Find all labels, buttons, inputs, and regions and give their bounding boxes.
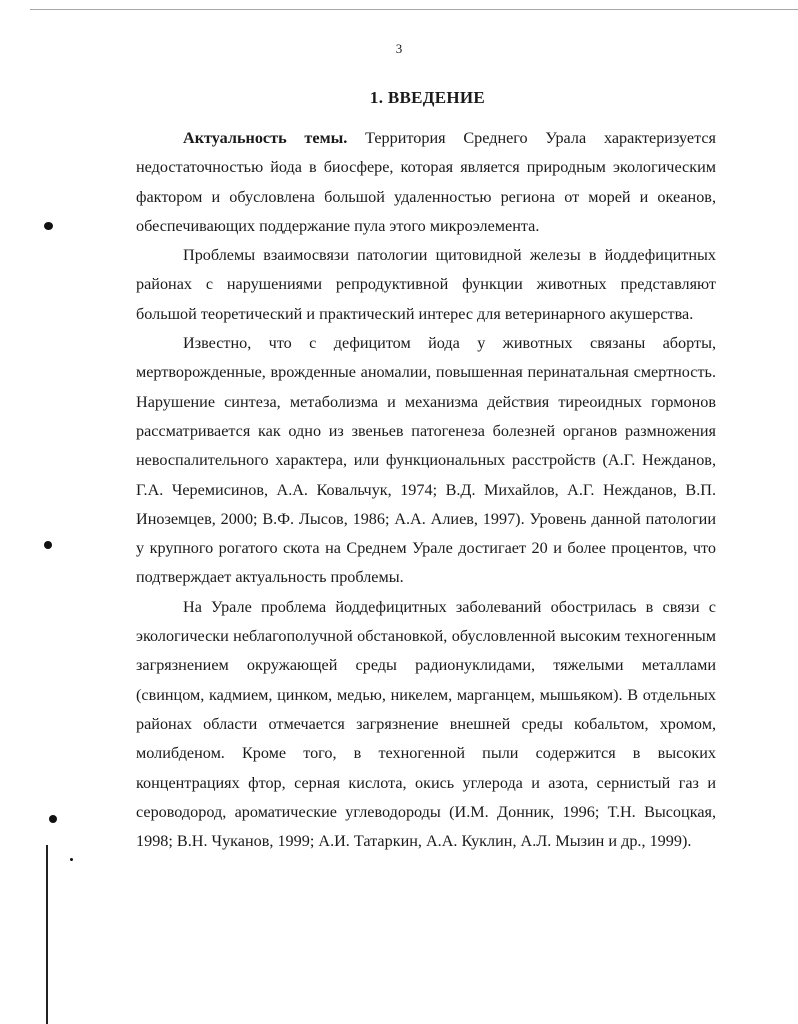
page-number: 3 bbox=[395, 41, 403, 56]
paragraph-relevance bbox=[136, 124, 716, 241]
body-text bbox=[136, 124, 716, 856]
punch-hole-mark-1 bbox=[44, 222, 53, 230]
paragraph-lead: Актуальность темы. bbox=[183, 129, 348, 147]
scan-speck bbox=[70, 858, 73, 861]
paragraph-text: Территория Среднего Урала характеризуется недостаточностью йода в биосфере, которая является природным экологическим фактором и обусловлена большой удаленностью региона от морей и океанов, обеспечивающих поддержание пула этого микроэлемента. bbox=[136, 129, 716, 235]
paragraph-problems: Проблемы взаимосвязи патологии щитовидной железы в йоддефицитных районах с нарушениями репродуктивной функции животных представляют большой теоретический и практический интерес для ветеринарного акушерства. bbox=[136, 246, 716, 323]
paragraph-ural-ecology: На Урале проблема йоддефицитных заболеваний обострилась в связи с экологически неблагополучной обстановкой, обусловленной высоким техногенным загрязнением окружающей среды радионуклидами, тяжелыми металлами (свинцом, кадмием, цинком, медью, никелем, марганцем, мышьяком). В отдельных районах области отмечается загрязнение внешней среды кобальтом, хромом, молибденом. Кроме того, в техногенной пыли содержится в высоких концентрациях фтор, серная кислота, окись углерода и азота, сернистый газ и сероводород, ароматические углеводороды (И.М. Донник, 1996; Т.Н. Высоцкая, 1998; В.Н. Чуканов, 1999; А.И. Татаркин, А.А. Куклин, А.Л. Мызин и др., 1999). bbox=[136, 597, 716, 851]
scan-left-edge-line bbox=[46, 845, 48, 1024]
scan-top-edge-line bbox=[30, 9, 798, 10]
punch-hole-mark-3 bbox=[49, 815, 57, 823]
paragraph-iodine-deficiency: Известно, что с дефицитом йода у животных связаны аборты, мертворожденные, врожденные аномалии, повышенная перинатальная смертность. Нарушение синтеза, метаболизма и механизма действия тиреоидных гормонов рассматривается как одно из звеньев патогенеза болезней органов размножения невоспалительного характера, или функциональных расстройств (А.Г. Нежданов, Г.А. Черемисинов, А.А. Ковальчук, 1974; В.Д. Михайлов, А.Г. Нежданов, В.П. Иноземцев, 2000; В.Ф. Лысов, 1986; А.А. Алиев, 1997). Уровень данной патологии у крупного рогатого скота на Среднем Урале достигает 20 и более процентов, что подтверждает актуальность проблемы. bbox=[136, 334, 716, 587]
punch-hole-mark-2 bbox=[44, 541, 52, 549]
section-heading: 1. ВВЕДЕНИЕ bbox=[369, 88, 486, 107]
